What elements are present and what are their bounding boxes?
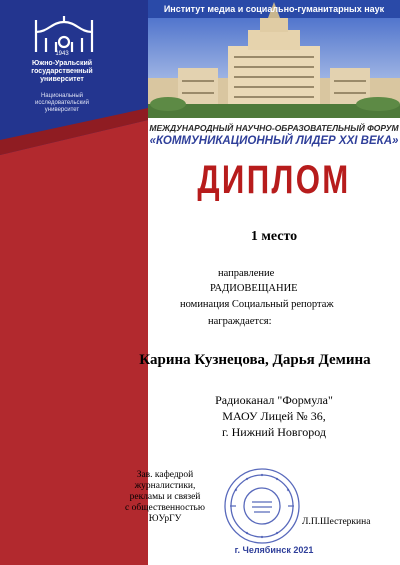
institute-name: Институт медиа и социально-гуманитарных наук: [163, 4, 385, 14]
direction-label: направление: [218, 268, 275, 279]
city-year: г. Челябинск 2021: [234, 545, 314, 555]
university-name-line: университет: [40, 76, 84, 83]
nomination: номинация Социальный репортаж: [180, 299, 334, 310]
university-name-line: государственный: [31, 68, 93, 75]
forum-title: «КОММУНИКАЦИОННЫЙ ЛИДЕР XXI ВЕКА»: [149, 135, 399, 147]
place-award: 1 место: [250, 229, 298, 244]
awarded-label: награждается:: [208, 316, 272, 327]
university-status-line: исследовательский: [35, 100, 89, 106]
diploma-title: ДИПЛОМ: [197, 158, 351, 202]
signatory-position-line: с общественностью: [125, 503, 205, 513]
university-name: [22, 60, 102, 84]
signatory-position: [100, 470, 230, 525]
signatory-position-line: ЮУрГУ: [148, 514, 182, 524]
official-seal-icon: [222, 466, 302, 546]
signatory-position-line: журналистики,: [134, 481, 196, 491]
signatory-position-line: рекламы и связей: [129, 492, 201, 502]
university-logo-icon: [28, 12, 100, 56]
forum-subtitle: МЕЖДУНАРОДНЫЙ НАУЧНО-ОБРАЗОВАТЕЛЬНЫЙ ФОРУМ: [149, 123, 399, 133]
recipients-names: Карина Кузнецова, Дарья Демина: [139, 352, 371, 368]
organization-line: Радиоканал "Формула": [215, 393, 333, 407]
direction-value: РАДИОВЕЩАНИЕ: [210, 283, 298, 294]
university-status: [22, 93, 102, 114]
signatory-position-line: Зав. кафедрой: [136, 470, 194, 480]
university-founded-year: 1943: [55, 51, 69, 57]
university-name-line: Южно-Уральский: [31, 60, 93, 67]
organization-line: МАОУ Лицей № 36,: [222, 409, 326, 423]
university-status-line: Национальный: [40, 93, 84, 99]
university-status-line: университет: [44, 107, 80, 113]
signatory-name: Л.П.Шестеркина: [302, 517, 371, 527]
organization-line: г. Нижний Новгород: [222, 425, 326, 439]
